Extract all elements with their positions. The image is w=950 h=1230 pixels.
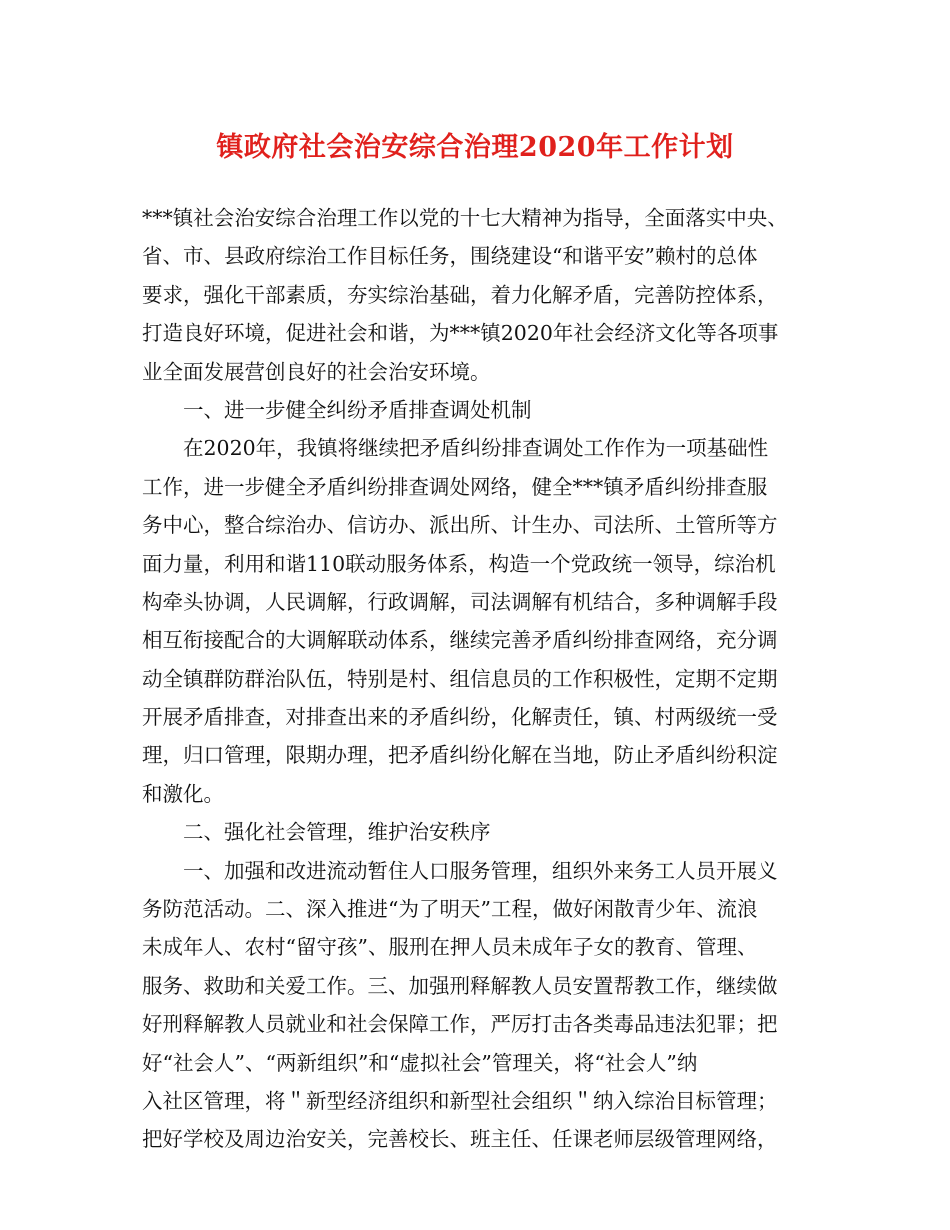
body-line: 动全镇群防群治队伍，特别是村、组信息员的工作积极性，定期不定期 — [142, 666, 778, 691]
body-line: 面力量，利用和谐110联动服务体系，构造一个党政统一领导，综治机 — [142, 551, 776, 576]
body-line: 入社区管理，将＂新型经济组织和新型社会组织＂纳入综治目标管理； — [142, 1088, 778, 1113]
body-line: 业全面发展营创良好的社会治安环境。 — [142, 359, 491, 384]
body-line: 二、强化社会管理，维护治安秩序 — [183, 820, 491, 845]
body-line: 一、加强和改进流动暂住人口服务管理，组织外来务工人员开展义 — [183, 858, 778, 883]
document-title: 镇政府社会治安综合治理2020年工作计划 — [216, 132, 734, 163]
body-line: 工作，进一步健全矛盾纠纷排查调处网络，健全***镇矛盾纠纷排查服 — [142, 474, 768, 499]
body-line: 务中心，整合综治办、信访办、派出所、计生办、司法所、土管所等方 — [142, 513, 778, 538]
body-line: 一、进一步健全纠纷矛盾排查调处机制 — [183, 397, 532, 422]
body-line: ***镇社会治安综合治理工作以党的十七大精神为指导，全面落实中央、 — [142, 206, 788, 230]
body-line: 相互衔接配合的大调解联动体系，继续完善矛盾纠纷排查网络，充分调 — [142, 628, 778, 653]
body-line: 把好学校及周边治安关，完善校长、班主任、任课老师层级管理网络， — [142, 1127, 778, 1152]
body-line: 理，归口管理，限期办理，把矛盾纠纷化解在当地，防止矛盾纠纷积淀 — [142, 743, 778, 768]
body-line: 开展矛盾排查，对排查出来的矛盾纠纷，化解责任，镇、村两级统一受 — [142, 705, 778, 730]
body-line: 务防范活动。二、深入推进“为了明天”工程，做好闲散青少年、流浪 — [142, 897, 758, 922]
body-line: 打造良好环境，促进社会和谐，为***镇2020年社会经济文化等各项事 — [142, 321, 779, 346]
body-line: 和激化。 — [142, 781, 224, 806]
body-line: 构牵头协调，人民调解，行政调解，司法调解有机结合，多种调解手段 — [142, 589, 778, 614]
body-line: 要求，强化干部素质，夯实综治基础，着力化解矛盾，完善防控体系， — [142, 282, 778, 307]
body-line: 服务、救助和关爱工作。三、加强刑释解教人员安置帮教工作，继续做 — [142, 973, 778, 998]
body-line: 在2020年，我镇将继续把矛盾纠纷排查调处工作作为一项基础性 — [183, 436, 769, 461]
body-line: 未成年人、农村“留守孩”、服刑在押人员未成年子女的教育、管理、 — [142, 935, 758, 960]
body-line: 好“社会人”、“两新组织”和“虚拟社会”管理关，将“社会人”纳 — [142, 1050, 698, 1075]
body-line: 省、市、县政府综治工作目标任务，围绕建设“和谐平安”赖村的总体 — [142, 244, 758, 269]
document-body — [142, 199, 814, 1159]
body-line: 好刑释解教人员就业和社会保障工作，严厉打击各类毒品违法犯罪；把 — [142, 1012, 778, 1037]
